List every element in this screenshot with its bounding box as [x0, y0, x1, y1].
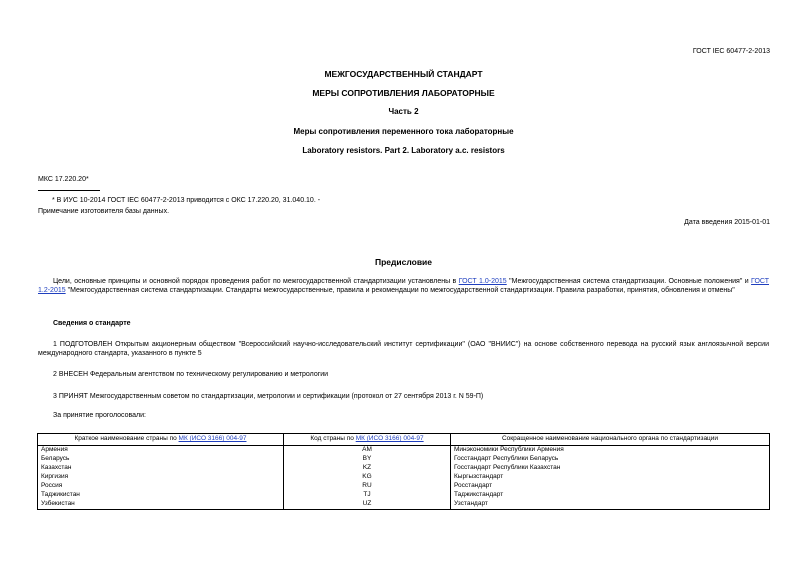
body-cell: Минэкономики Республики Армения [451, 446, 770, 456]
column-header-country [38, 434, 284, 446]
document-code: ГОСТ IEC 60477-2-2013 [692, 48, 770, 55]
info-item-prepared: 1 ПОДГОТОВЛЕН Открытым акционерным обществом "Всероссийский научно-исследовательский институт сертификации" (ОАО "ВНИИС") на основе собственного перевода на русский язык англоязычной версии международного стандарта, указанного в пункте 5 [38, 341, 769, 358]
code-cell: AM [284, 446, 451, 456]
table-row [38, 464, 770, 473]
code-cell: KZ [284, 464, 451, 473]
table-row [38, 473, 770, 482]
country-cell: Таджикистан [38, 491, 284, 500]
body-cell: Росстандарт [451, 482, 770, 491]
part-title: Часть 2 [388, 107, 419, 116]
table-row [38, 446, 770, 456]
info-item-submitted: 2 ВНЕСЕН Федеральным агентством по техническому регулированию и метрологии [53, 371, 329, 378]
voting-countries-table [37, 433, 770, 510]
code-cell: BY [284, 455, 451, 464]
code-cell: TJ [284, 491, 451, 500]
preface-text-part-3: "Межгосударственная система стандартизации. Стандарты межгосударственные, правила и рекомендации по межгосударственной стандартизации. Правила разработки, принятия, обновления и отмены" [65, 287, 735, 295]
body-cell: Госстандарт Республики Беларусь [451, 455, 770, 464]
table-row [38, 500, 770, 510]
country-cell: Казахстан [38, 464, 284, 473]
body-cell: Узстандарт [451, 500, 770, 510]
column-header-country-text: Краткое наименование страны по [74, 435, 179, 443]
body-cell: Кыргызстандарт [451, 473, 770, 482]
mk-iso-3166-code-link[interactable]: МК (ИСО 3166) 004-97 [355, 435, 424, 443]
preface-text-part-2: "Межгосударственная система стандартизации. Основные положения" и [506, 278, 752, 285]
country-cell: Киргизия [38, 473, 284, 482]
code-cell: KG [284, 473, 451, 482]
table-row [38, 455, 770, 464]
country-cell: Беларусь [38, 455, 284, 464]
code-cell: RU [284, 482, 451, 491]
info-item-voted: За принятие проголосовали: [53, 412, 146, 419]
country-cell: Узбекистан [38, 500, 284, 510]
subtitle-russian: Меры сопротивления переменного тока лабораторные [293, 127, 514, 136]
introduction-date: Дата введения 2015-01-01 [684, 219, 770, 226]
column-header-code-text: Код страны по [310, 435, 356, 443]
country-cell: Армения [38, 446, 284, 456]
standard-name-title: МЕРЫ СОПРОТИВЛЕНИЯ ЛАБОРАТОРНЫЕ [312, 88, 495, 98]
footnote-line-1: * В ИУС 10-2014 ГОСТ IEC 60477-2-2013 приводится с ОКС 17.220.20, 31.040.10. - [52, 197, 321, 204]
column-header-code [284, 434, 451, 446]
footnote-divider [38, 190, 100, 191]
gost-1-2-2015-link[interactable]: ГОСТ 1.2-2015 [38, 278, 769, 295]
standard-type-title: МЕЖГОСУДАРСТВЕННЫЙ СТАНДАРТ [324, 69, 483, 79]
preface-paragraph [38, 277, 769, 295]
code-cell: UZ [284, 500, 451, 510]
country-cell: Россия [38, 482, 284, 491]
preface-text-part-1: Цели, основные принципы и основной порядок проведения работ по межгосударственной стандартизации установлены в [53, 278, 459, 285]
body-cell: Таджикстандарт [451, 491, 770, 500]
standard-info-heading: Сведения о стандарте [53, 320, 131, 327]
column-header-body: Сокращенное наименование национального органа по стандартизации [451, 434, 770, 446]
footnote-line-2: Примечание изготовителя базы данных. [38, 208, 170, 215]
gost-1-0-2015-link[interactable]: ГОСТ 1.0-2015 [458, 278, 507, 285]
table-header-row [38, 434, 770, 446]
table-row [38, 491, 770, 500]
table-row [38, 482, 770, 491]
body-cell: Госстандарт Республики Казахстан [451, 464, 770, 473]
preface-heading: Предисловие [374, 257, 433, 267]
info-item-adopted: 3 ПРИНЯТ Межгосударственным советом по стандартизации, метрологии и сертификации (протокол от 27 сентября 2013 г. N 59-П) [53, 393, 484, 400]
subtitle-english: Laboratory resistors. Part 2. Laboratory a.c. resistors [302, 146, 505, 155]
mk-iso-3166-link[interactable]: МК (ИСО 3166) 004-97 [178, 435, 247, 443]
mks-code: МКС 17.220.20* [38, 176, 89, 183]
